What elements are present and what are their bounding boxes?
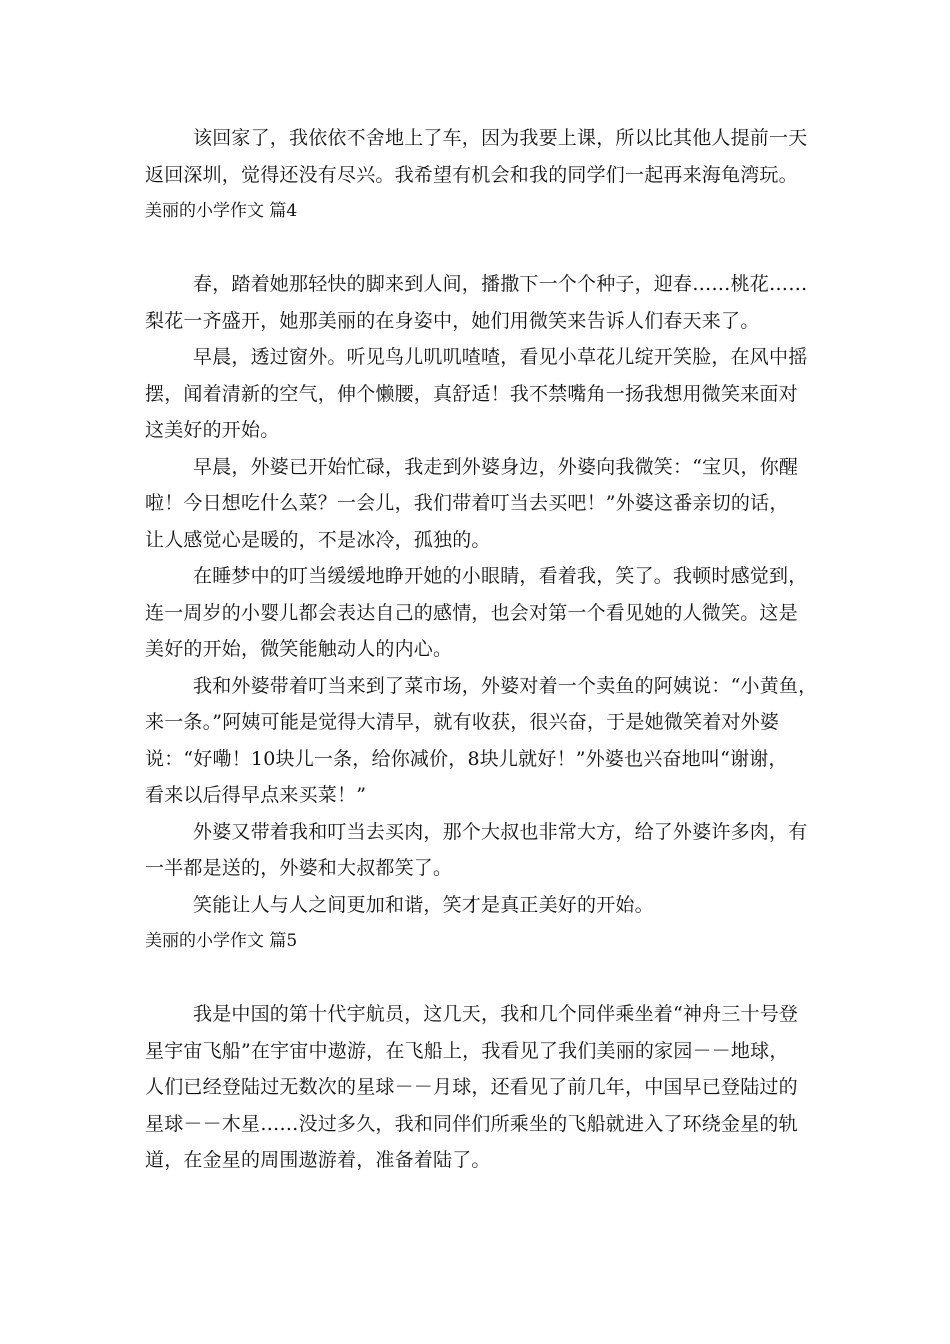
paragraph-line: 早晨，外婆已开始忙碌，我走到外婆身边，外婆向我微笑：“宝贝，你醒 (193, 455, 799, 478)
paragraph-line: 人们已经登陆过无数次的星球－－月球，还看见了前几年，中国早已登陆过的 (145, 1076, 798, 1098)
paragraph-line: 早晨，透过窗外。听见鸟儿叽叽喳喳，看见小草花儿绽开笑脸，在风中摇 (193, 346, 808, 368)
paragraph-line: 道，在金星的周围遨游着，准备着陆了。 (145, 1149, 491, 1171)
section-heading: 美丽的小学作文 篇4 (145, 201, 298, 221)
paragraph-line: 啦！今日想吃什么菜？一会儿，我们带着叮当去买吧！”外婆这番亲切的话， (145, 492, 789, 514)
paragraph-line: 说：“好嘞！10块儿一条，给你减价，8块儿就好！”外婆也兴奋地叫“谢谢， (145, 747, 788, 770)
paragraph-line: 星球－－木星……没过多久，我和同伴们所乘坐的飞船就进入了环绕金星的轨 (145, 1112, 798, 1135)
paragraph-line: 这美好的开始。 (145, 419, 280, 441)
paragraph-line: 看来以后得早点来买菜！” (145, 784, 367, 806)
paragraph-line: 外婆又带着我和叮当去买肉，那个大叔也非常大方，给了外婆许多肉，有 (193, 820, 808, 843)
paragraph-line: 返回深圳，觉得还没有尽兴。我希望有机会和我的同学们一起再来海龟湾玩。 (145, 163, 798, 186)
paragraph-line: 梨花一齐盛开，她那美丽的在身姿中，她们用微笑来告诉人们春天来了。 (145, 309, 760, 332)
document-page (145, 120, 818, 1179)
blank-line (145, 230, 815, 267)
paragraph-line: 在睡梦中的叮当缓缓地睁开她的小眼睛，看着我，笑了。我顿时感觉到， (193, 565, 808, 587)
paragraph-line: 我和外婆带着叮当来到了菜市场，外婆对着一个卖鱼的阿姨说：“小黄鱼， (193, 674, 818, 697)
paragraph-line: 春，踏着她那轻快的脚来到人间，播撒下一个个种子，迎春……桃花…… (193, 273, 808, 295)
paragraph-line: 让人感觉心是暖的，不是冰冷，孤独的。 (145, 528, 491, 551)
paragraph-line: 连一周岁的小婴儿都会表达自己的感情，也会对第一个看见她的人微笑。这是 (145, 601, 798, 624)
paragraph-line: 来一条。”阿姨可能是觉得大清早，就有收获，很兴奋，于是她微笑着对外婆 (145, 711, 780, 733)
section-heading: 美丽的小学作文 篇5 (145, 931, 298, 951)
paragraph-line: 我是中国的第十代宇航员，这几天，我和几个同伴乘坐着“神舟三十号登 (193, 1003, 799, 1025)
paragraph-line: 该回家了，我依依不舍地上了车，因为我要上课，所以比其他人提前一天 (193, 127, 808, 149)
paragraph-line: 美好的开始，微笑能触动人的内心。 (145, 638, 453, 660)
paragraph-line: 一半都是送的，外婆和大叔都笑了。 (145, 857, 453, 879)
blank-line (145, 960, 815, 997)
paragraph-line: 摆，闻着清新的空气，伸个懒腰，真舒适！我不禁嘴角一扬我想用微笑来面对 (145, 382, 798, 405)
paragraph-line: 星宇宙飞船”在宇宙中遨游，在飞船上，我看见了我们美丽的家园－－地球， (145, 1039, 789, 1062)
paragraph-line: 笑能让人与人之间更加和谐，笑才是真正美好的开始。 (193, 893, 654, 916)
